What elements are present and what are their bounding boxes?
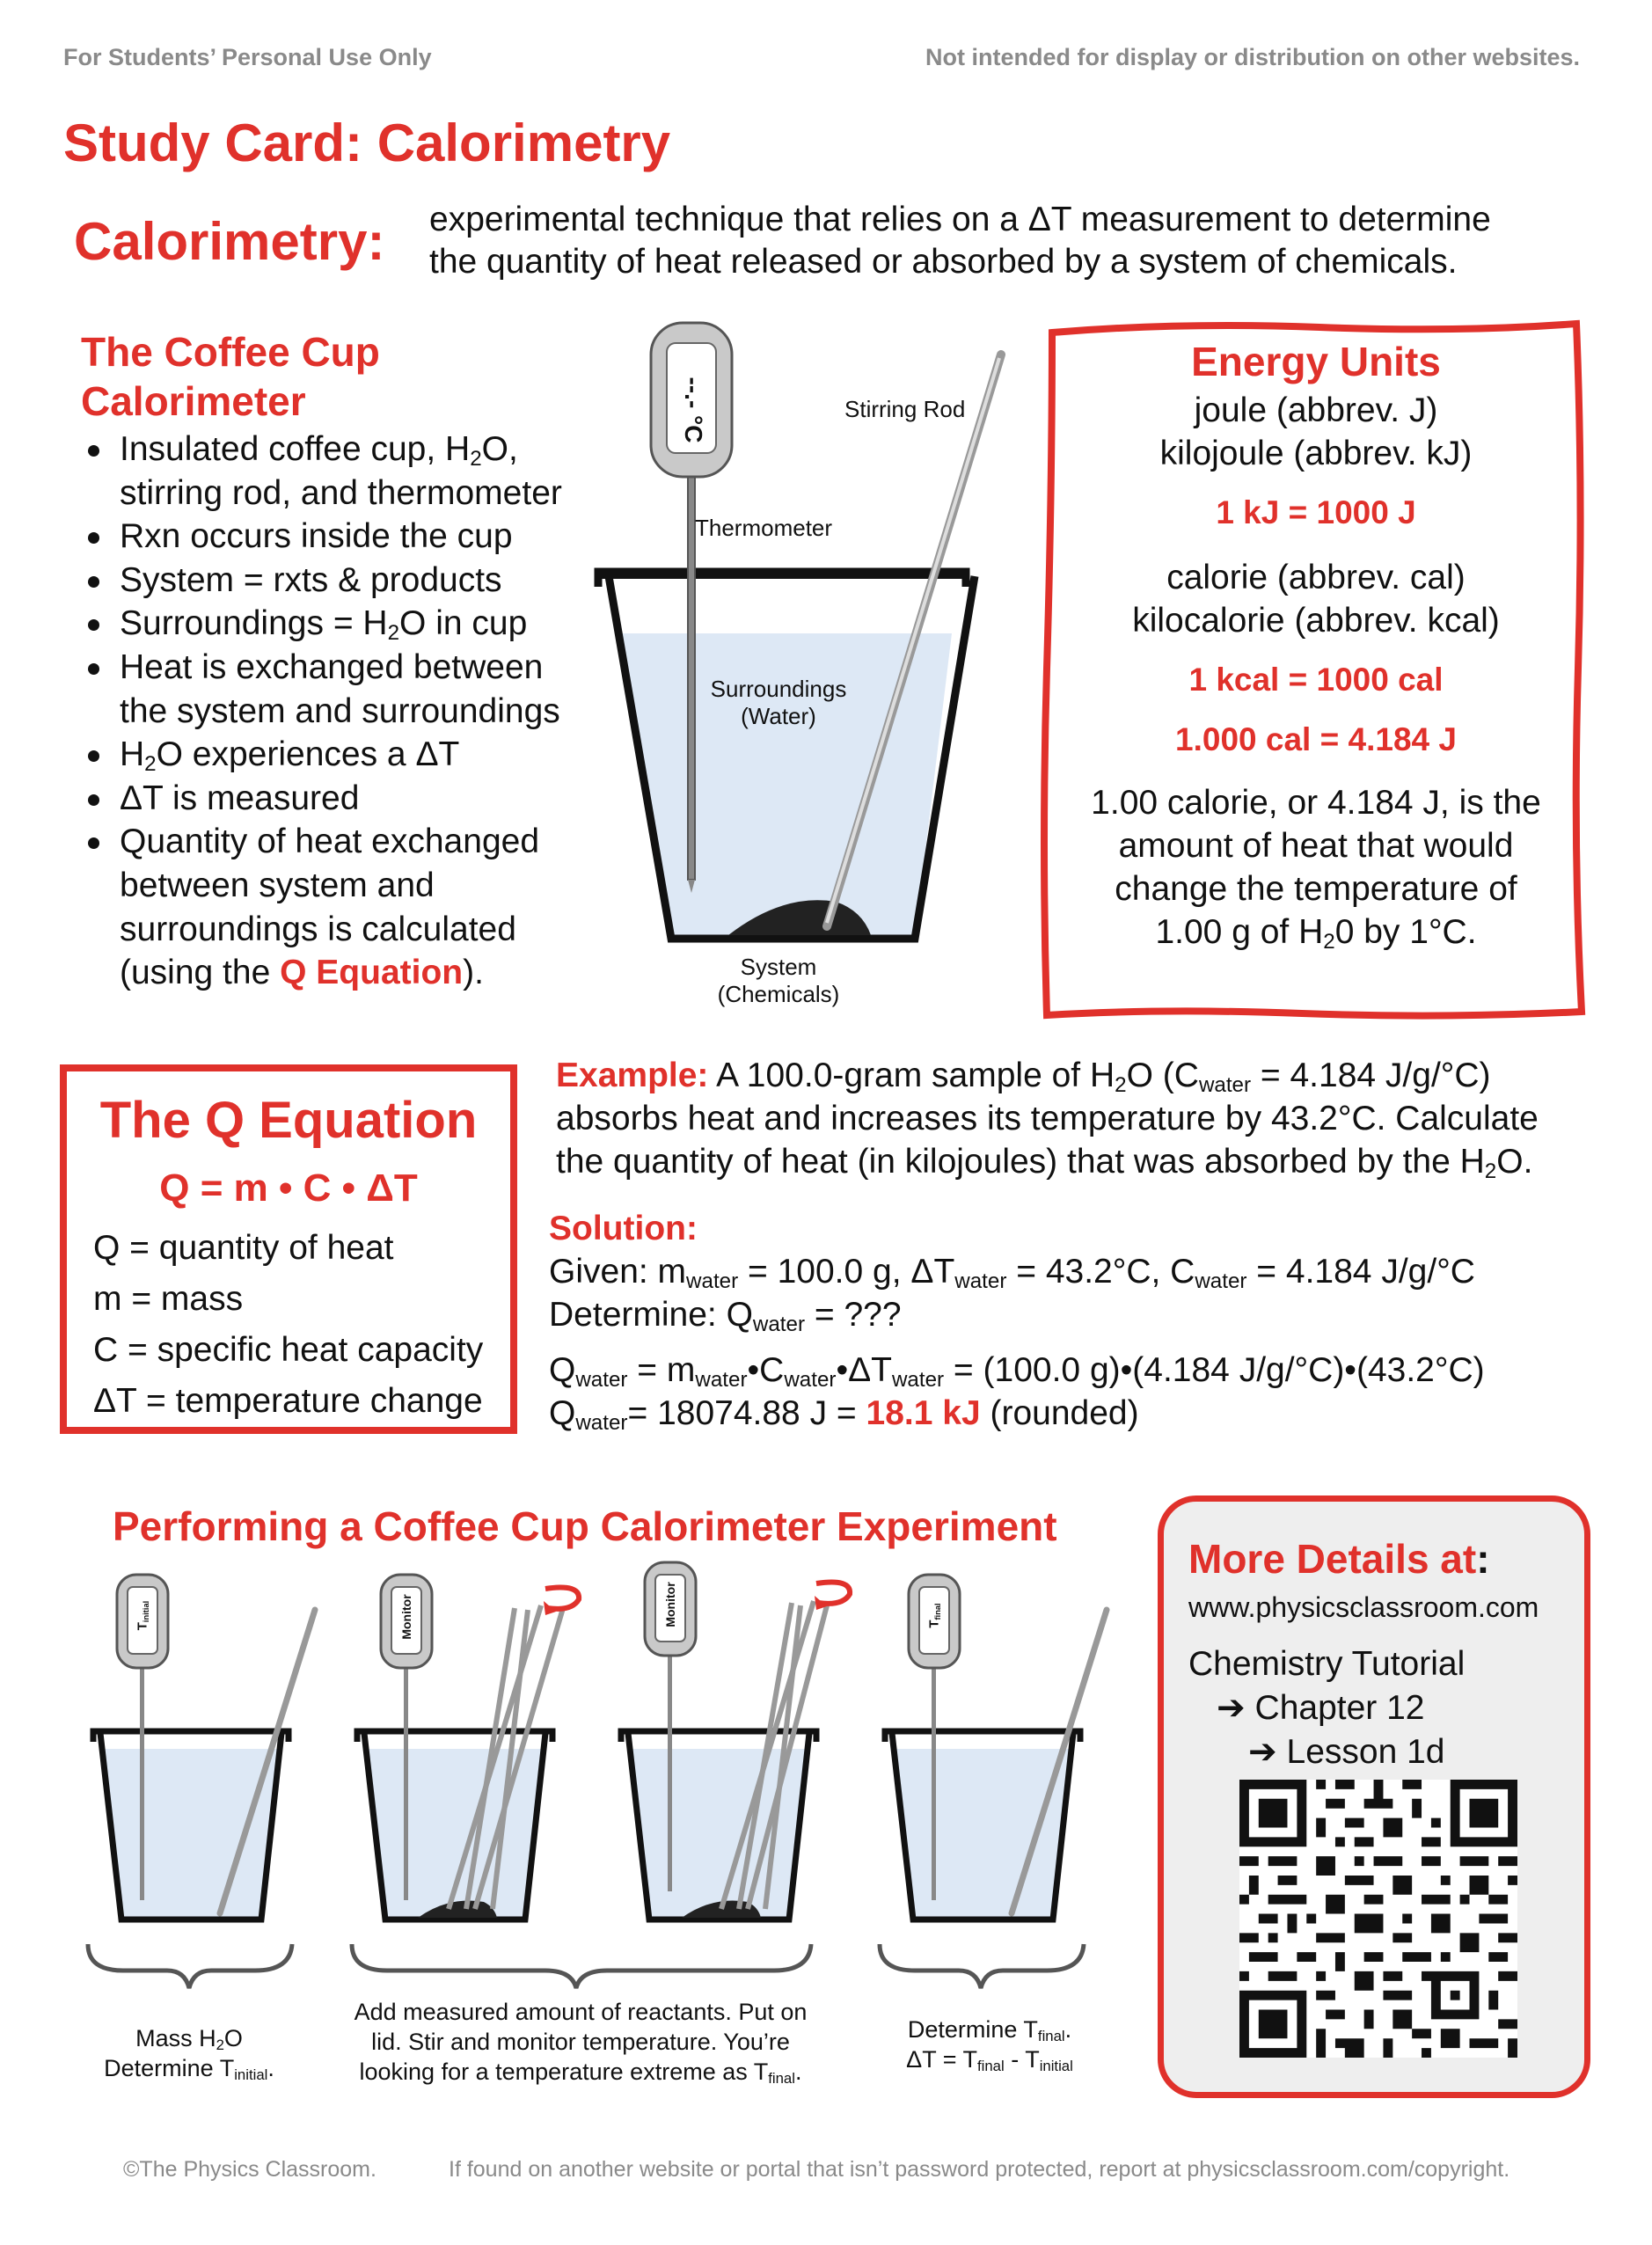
system-label-line-2: (Chemicals) bbox=[717, 981, 840, 1007]
step-1-line-1: Mass $H_2O$ bbox=[135, 2025, 243, 2054]
step-1-line-2: Determine $T_{initial}$. bbox=[104, 2055, 274, 2084]
coffee-cup-heading bbox=[81, 327, 380, 426]
list-item: Heat is exchanged between the system and surroundings bbox=[81, 646, 626, 733]
given-line: Given: $m_{water} = 100.0$ g, $\Delta T_{water} = 43.2^\circ C$, $C_{water} = 4.184$ J/g/°C bbox=[549, 1253, 1475, 1294]
coffee-cup-bullets bbox=[81, 428, 626, 995]
therm-label-4 bbox=[915, 1591, 954, 1649]
arrow-right-icon: ➔ bbox=[1248, 1733, 1277, 1771]
calorie-line: calorie (abbrev. cal) bbox=[1166, 559, 1466, 596]
example-line-1: Example: A 100.0-gram sample of $H_2O$ ($C_{water} = 4.184$ J/g/°C) bbox=[556, 1057, 1491, 1098]
kilocalorie-line: kilocalorie (abbrev. kcal) bbox=[1132, 602, 1500, 640]
more-details-path bbox=[1188, 1642, 1465, 1774]
step-3-line-2: $\Delta T = T_{final} - T_{initial}$ bbox=[906, 2046, 1073, 2075]
q-equation-formula: Q = m • C • ΔT bbox=[159, 1166, 418, 1210]
determine-line: Determine: $Q_{water}$ = ??? bbox=[549, 1296, 902, 1337]
therm-label-3 bbox=[651, 1578, 690, 1636]
therm-label-1-text: $T_{initial}$ bbox=[135, 1600, 150, 1631]
step-2-line-3: looking for a temperature extreme as $T_{final}$. bbox=[359, 2059, 802, 2088]
definition-line-1: experimental technique that relies on a ΔT measurement to determine bbox=[429, 201, 1491, 238]
therm-label-2 bbox=[387, 1591, 426, 1649]
energy-units-heading: Energy Units bbox=[1191, 339, 1441, 384]
step-2-line-2: lid. Stir and monitor temperature. You’re bbox=[371, 2029, 790, 2055]
tutorial-label: Chemistry Tutorial bbox=[1188, 1645, 1466, 1683]
example-solution bbox=[549, 1207, 1631, 1435]
step-3-line-1: Determine $T_{final}$. bbox=[907, 2016, 1072, 2045]
definition-line-2: the quantity of heat released or absorbed by a system of chemicals. bbox=[429, 243, 1458, 281]
thermometer-display bbox=[667, 365, 715, 462]
more-details-heading: More Details at: bbox=[1188, 1536, 1490, 1582]
energy-desc-1: 1.00 calorie, or 4.184 J, is the bbox=[1091, 784, 1541, 822]
dt-def: ΔT = temperature change bbox=[93, 1382, 483, 1420]
surroundings-label bbox=[682, 676, 875, 730]
coffee-cup-heading-line-2: Calorimeter bbox=[81, 378, 306, 424]
solution-label: Solution: bbox=[549, 1210, 698, 1247]
system-label-line-1: System bbox=[740, 954, 817, 980]
header-left: For Students’ Personal Use Only bbox=[63, 44, 432, 70]
kcal-equivalence: 1 kcal = 1000 cal bbox=[1188, 662, 1444, 698]
step-1-label bbox=[79, 2023, 299, 2083]
cal-joule-equivalence: 1.000 cal = 4.184 J bbox=[1175, 721, 1457, 757]
list-item: Rxn occurs inside the cup bbox=[81, 515, 626, 559]
step-3-label bbox=[880, 2015, 1100, 2074]
energy-desc-2: amount of heat that would bbox=[1118, 827, 1514, 865]
c-def: C = specific heat capacity bbox=[93, 1331, 484, 1369]
brace-1 bbox=[88, 1944, 292, 1988]
example-line-2: absorbs heat and increases its temperature by 43.2°C. Calculate bbox=[556, 1100, 1539, 1137]
list-item: Quantity of heat exchanged between system and surroundings is calculated (using the Q Equation). bbox=[81, 820, 626, 994]
list-item: System = rxts & products bbox=[81, 559, 626, 603]
chapter-label: ➔ Chapter 12 bbox=[1217, 1689, 1425, 1727]
example-line-3: the quantity of heat (in kilojoules) that was absorbed by the $H_2O$. bbox=[556, 1143, 1533, 1184]
thermometer-label: Thermometer bbox=[695, 515, 833, 541]
q-def: Q = quantity of heat bbox=[93, 1229, 394, 1267]
list-item: Insulated coffee cup, $H_2O$, stirring rod, and thermometer bbox=[81, 428, 626, 515]
therm-label-3-text: Monitor bbox=[663, 1582, 677, 1627]
step-2-label bbox=[334, 1997, 827, 2087]
footer-copyright: ©The Physics Classroom. bbox=[123, 2157, 376, 2182]
system-label bbox=[682, 954, 875, 1008]
q-equation-heading: The Q Equation bbox=[99, 1092, 478, 1149]
calculation-line: $Q_{water}$ = $m_{water}•C_{water}•\Delta T_{water} = (100.0$ g)•(4.184 J/g/°C)•(43.2°C) bbox=[549, 1351, 1485, 1393]
list-item: ΔT is measured bbox=[81, 777, 626, 821]
therm-label-2-text: Monitor bbox=[399, 1594, 413, 1640]
more-details-box bbox=[1158, 1495, 1590, 2098]
q-equation-box bbox=[60, 1064, 517, 1434]
therm-label-1 bbox=[123, 1591, 162, 1649]
lesson-label: ➔ Lesson 1d bbox=[1248, 1733, 1445, 1771]
performing-heading: Performing a Coffee Cup Calorimeter Experiment bbox=[113, 1503, 1057, 1549]
q-definitions bbox=[93, 1223, 483, 1427]
experiment-steps-diagram bbox=[53, 1557, 1135, 1997]
step-2-line-1: Add measured amount of reactants. Put on bbox=[354, 1999, 808, 2025]
joule-line: joule (abbrev. J) bbox=[1194, 391, 1438, 429]
kj-equivalence: 1 kJ = 1000 J bbox=[1216, 494, 1416, 530]
page-title: Study Card: Calorimetry bbox=[63, 113, 671, 172]
definition-text bbox=[429, 199, 1608, 283]
thermometer-readout: --.- °C bbox=[680, 377, 707, 443]
surroundings-label-line-2: (Water) bbox=[741, 703, 816, 729]
kilojoule-line: kilojoule (abbrev. kJ) bbox=[1159, 435, 1473, 472]
definition-term: Calorimetry: bbox=[74, 212, 385, 271]
stirring-rod-label: Stirring Rod bbox=[844, 396, 966, 422]
more-details-url[interactable]: www.physicsclassroom.com bbox=[1188, 1591, 1539, 1623]
header-right: Not intended for display or distribution on other websites. bbox=[925, 44, 1581, 70]
energy-desc-3: change the temperature of bbox=[1115, 870, 1517, 908]
example-problem bbox=[556, 1054, 1629, 1183]
surroundings-label-line-1: Surroundings bbox=[710, 676, 847, 702]
m-def: m = mass bbox=[93, 1280, 244, 1318]
qr-code-icon[interactable] bbox=[1239, 1780, 1517, 2058]
coffee-cup-heading-line-1: The Coffee Cup bbox=[81, 329, 380, 375]
footer-notice: If found on another website or portal that isn’t password protected, report at physicsclassroom.com/copyright. bbox=[449, 2157, 1510, 2182]
therm-label-4-text: $T_{final}$ bbox=[926, 1603, 942, 1628]
list-item: $H_2O$ experiences a ΔT bbox=[81, 733, 626, 777]
brace-3 bbox=[880, 1944, 1084, 1988]
energy-desc-4: 1.00 g of $H_20$ by 1°C. bbox=[1155, 913, 1477, 954]
brace-2 bbox=[352, 1944, 811, 1988]
result-line: $Q_{water}= 18074.88$ J = 18.1 kJ (rounded) bbox=[549, 1394, 1139, 1436]
energy-units-box bbox=[1052, 334, 1580, 954]
list-item: Surroundings = $H_2O$ in cup bbox=[81, 602, 626, 646]
arrow-right-icon: ➔ bbox=[1217, 1689, 1246, 1727]
